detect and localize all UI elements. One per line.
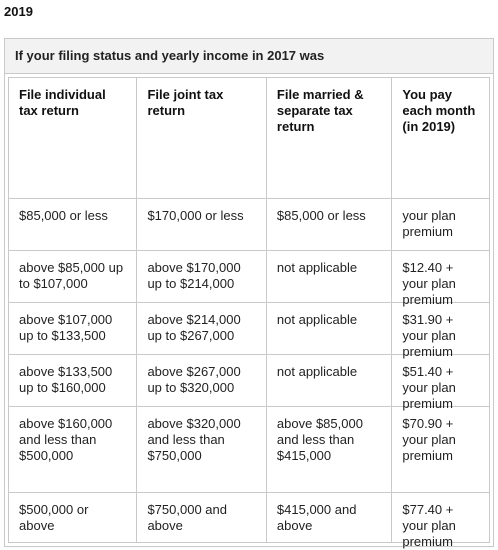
header-married-separate: File married & separate tax return — [267, 77, 392, 199]
cell-individual: above $85,000 up to $107,000 — [8, 251, 137, 303]
table-row — [8, 199, 490, 251]
cell-individual: above $107,000 up to $133,500 — [8, 303, 137, 355]
table-caption: If your filing status and yearly income in 2017 was — [5, 39, 493, 74]
table-grid — [8, 77, 490, 549]
table-row — [8, 355, 490, 411]
cell-individual: $85,000 or less — [8, 199, 137, 251]
cell-married-separate: $415,000 and above — [267, 493, 392, 543]
cell-joint: above $170,000 up to $214,000 — [137, 251, 266, 303]
header-you-pay: You pay each month (in 2019) — [392, 77, 490, 199]
table-row — [8, 493, 490, 549]
year-heading: 2019 — [4, 4, 33, 19]
table-row — [8, 251, 490, 307]
premium-table — [4, 38, 494, 547]
table-row — [8, 407, 490, 493]
header-individual: File individual tax return — [8, 77, 137, 199]
table-row — [8, 303, 490, 359]
cell-individual: above $160,000 and less than $500,000 — [8, 407, 137, 493]
cell-married-separate: not applicable — [267, 251, 392, 303]
cell-joint: above $214,000 up to $267,000 — [137, 303, 266, 355]
cell-you-pay: your plan premium — [392, 199, 490, 251]
header-joint: File joint tax return — [137, 77, 266, 199]
cell-married-separate: not applicable — [267, 355, 392, 407]
cell-joint: $750,000 and above — [137, 493, 266, 543]
cell-married-separate: above $85,000 and less than $415,000 — [267, 407, 392, 493]
cell-married-separate: $85,000 or less — [267, 199, 392, 251]
cell-joint: above $320,000 and less than $750,000 — [137, 407, 266, 493]
cell-you-pay: $77.40 + your plan premium — [392, 493, 490, 543]
cell-joint: $170,000 or less — [137, 199, 266, 251]
cell-individual: above $133,500 up to $160,000 — [8, 355, 137, 407]
cell-joint: above $267,000 up to $320,000 — [137, 355, 266, 407]
cell-you-pay: $12.40 + your plan premium — [392, 251, 490, 303]
table-header-row — [8, 77, 490, 199]
cell-individual: $500,000 or above — [8, 493, 137, 543]
cell-you-pay: $70.90 + your plan premium — [392, 407, 490, 493]
cell-you-pay: $31.90 + your plan premium — [392, 303, 490, 355]
cell-you-pay: $51.40 + your plan premium — [392, 355, 490, 407]
cell-married-separate: not applicable — [267, 303, 392, 355]
